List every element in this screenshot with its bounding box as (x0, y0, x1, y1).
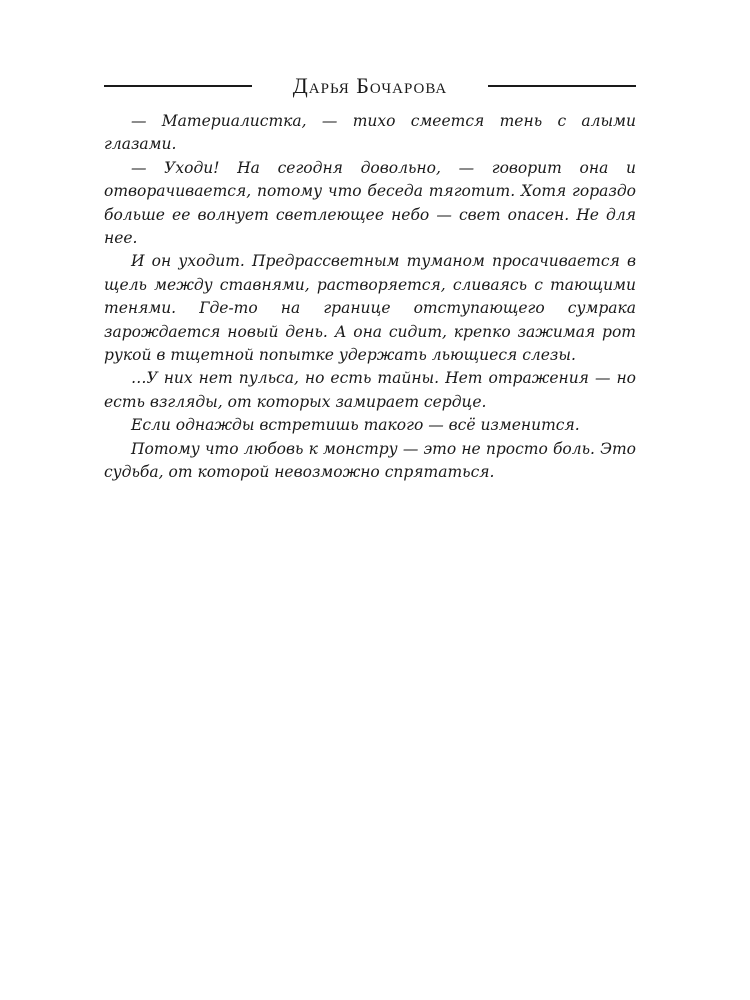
paragraph: Потому что любовь к монстру — это не просто боль. Это судьба, от которой невозможно спрятаться. (104, 439, 636, 482)
paragraph: …У них нет пульса, но есть тайны. Нет отражения — но есть взгляды, от которых замирает сердце. (104, 369, 636, 411)
header-rule-left (104, 85, 252, 87)
header-rule-right (488, 85, 636, 87)
page-body-text (104, 110, 636, 485)
paragraph: — Уходи! На сегодня довольно, — говорит она и отворачивается, потому что беседа тяготит. Хотя гораздо больше ее волнует светлеющее небо — свет опасен. Не для нее. (104, 158, 636, 248)
running-header (104, 68, 636, 104)
paragraph: И он уходит. Предрассветным туманом просачивается в щель между ставнями, растворяется, сливаясь с тающими тенями. Где-то на границе отступающего сумрака зарождается новый день. А она сидит, крепко зажимая рот рукой в тщетной попытке удержать льющиеся слезы. (104, 252, 636, 365)
author-name-header: Дарья Бочарова (292, 73, 448, 98)
paragraph: Если однажды встретишь такого — всё изменится. (131, 416, 580, 435)
paragraph: — Материалистка, — тихо смеется тень с алыми глазами. (104, 112, 636, 154)
